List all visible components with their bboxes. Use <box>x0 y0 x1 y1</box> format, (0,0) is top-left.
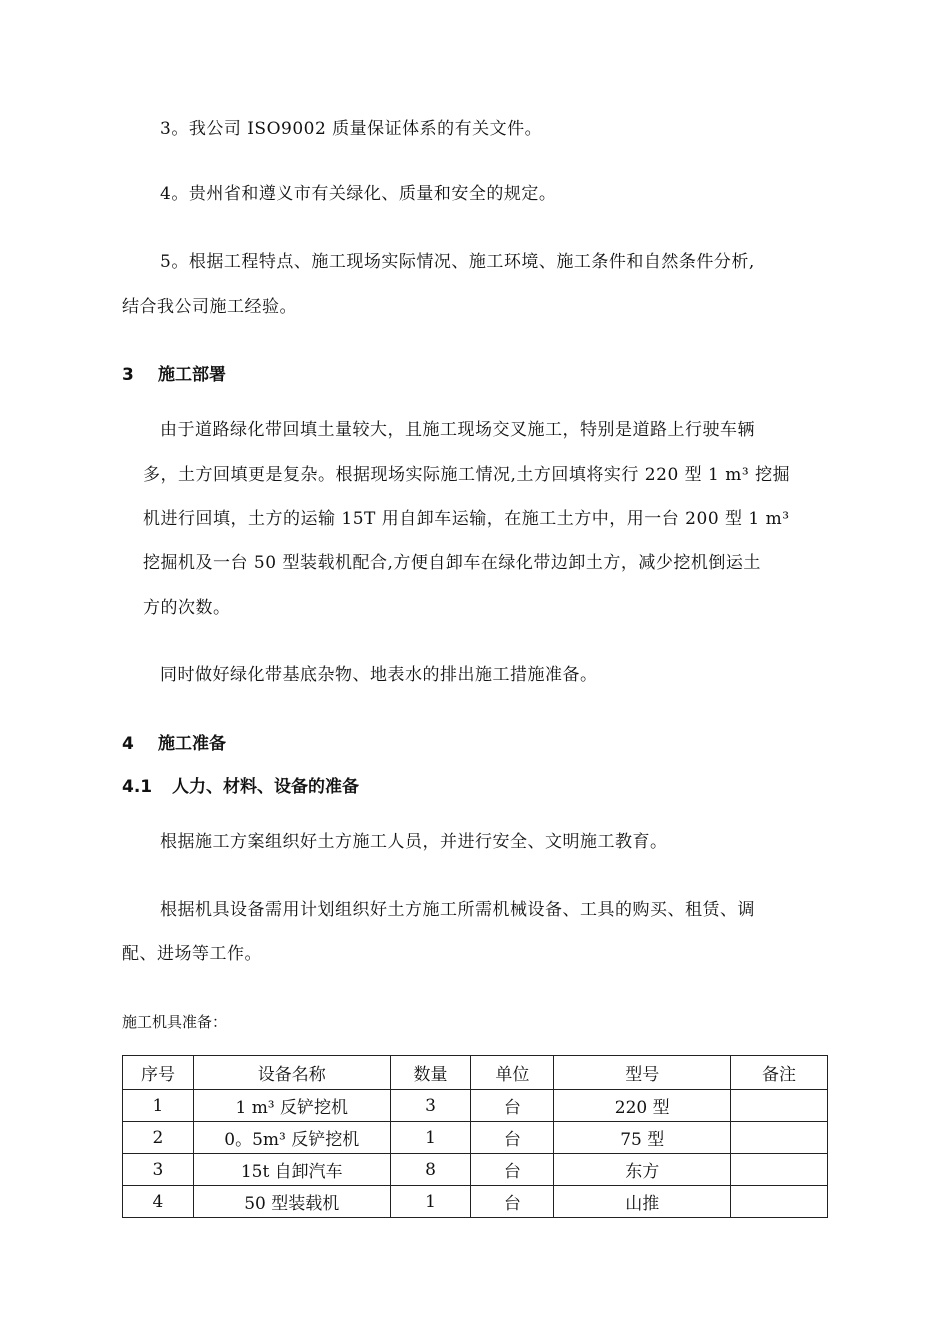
cell-unit: 台 <box>471 1122 554 1154</box>
header-equipment-name: 设备名称 <box>193 1056 390 1090</box>
cell-unit: 台 <box>471 1154 554 1186</box>
cell-unit: 台 <box>471 1186 554 1218</box>
section-3-body-line5: 方的次数。 <box>143 598 231 618</box>
cell-equipment-name: 0。5m³ 反铲挖机 <box>193 1122 390 1154</box>
header-quantity: 数量 <box>390 1056 471 1090</box>
cell-quantity: 8 <box>390 1154 471 1186</box>
cell-equipment-name: 1 m³ 反铲挖机 <box>193 1090 390 1122</box>
cell-model: 220 型 <box>554 1090 731 1122</box>
cell-index: 4 <box>123 1186 194 1218</box>
section-3-body-line2: 多，土方回填更是复杂。根据现场实际施工情况,土方回填将实行 220 型 1 m³ 挖掘 <box>143 465 791 485</box>
section-3-body-line3: 机进行回填，土方的运输 15T 用自卸车运输，在施工土方中，用一台 200 型 1 m³ <box>143 509 790 529</box>
header-index: 序号 <box>123 1056 194 1090</box>
table-row <box>123 1186 828 1218</box>
table-caption: 施工机具准备： <box>122 1013 228 1031</box>
table-row <box>123 1090 828 1122</box>
cell-quantity: 1 <box>390 1122 471 1154</box>
cell-equipment-name: 15t 自卸汽车 <box>193 1154 390 1186</box>
cell-remarks <box>731 1090 828 1122</box>
section-4-para-1: 根据施工方案组织好土方施工人员，并进行安全、文明施工教育。 <box>160 832 668 852</box>
cell-remarks <box>731 1186 828 1218</box>
table-header-row <box>123 1056 828 1090</box>
cell-model: 山推 <box>554 1186 731 1218</box>
cell-unit: 台 <box>471 1090 554 1122</box>
equipment-table <box>122 1055 828 1218</box>
cell-model: 东方 <box>554 1154 731 1186</box>
section-4-number: 4 <box>122 734 134 754</box>
header-unit: 单位 <box>471 1056 554 1090</box>
cell-remarks <box>731 1154 828 1186</box>
paragraph-item-5-line2: 结合我公司施工经验。 <box>122 297 297 317</box>
header-model: 型号 <box>554 1056 731 1090</box>
table-row <box>123 1154 828 1186</box>
section-4-heading <box>122 733 226 755</box>
cell-quantity: 3 <box>390 1090 471 1122</box>
cell-index: 1 <box>123 1090 194 1122</box>
section-3-body-line1: 由于道路绿化带回填土量较大，且施工现场交叉施工，特别是道路上行驶车辆 <box>160 420 755 440</box>
cell-quantity: 1 <box>390 1186 471 1218</box>
cell-index: 3 <box>123 1154 194 1186</box>
cell-index: 2 <box>123 1122 194 1154</box>
table-row <box>123 1122 828 1154</box>
section-4-1-title: 人力、材料、设备的准备 <box>172 777 359 797</box>
section-4-title: 施工准备 <box>158 734 226 754</box>
cell-equipment-name: 50 型装载机 <box>193 1186 390 1218</box>
section-3-heading <box>122 364 226 386</box>
cell-model: 75 型 <box>554 1122 731 1154</box>
section-4-1-heading <box>122 776 359 798</box>
cell-remarks <box>731 1122 828 1154</box>
section-3-number: 3 <box>122 365 134 385</box>
header-remarks: 备注 <box>731 1056 828 1090</box>
section-4-para-2-line1: 根据机具设备需用计划组织好土方施工所需机械设备、工具的购买、租赁、调 <box>160 900 755 920</box>
section-3-body-line4: 挖掘机及一台 50 型装载机配合,方便自卸车在绿化带边卸土方，减少挖机倒运土 <box>143 553 761 573</box>
section-3-title: 施工部署 <box>158 365 226 385</box>
paragraph-item-3: 3。我公司 ISO9002 质量保证体系的有关文件。 <box>160 119 543 139</box>
paragraph-item-5-line1: 5。根据工程特点、施工现场实际情况、施工环境、施工条件和自然条件分析, <box>160 252 755 272</box>
section-4-para-2-line2: 配、进场等工作。 <box>122 944 262 964</box>
section-4-1-number: 4.1 <box>122 777 153 797</box>
paragraph-item-4: 4。贵州省和遵义市有关绿化、质量和安全的规定。 <box>160 184 557 204</box>
section-3-body-2: 同时做好绿化带基底杂物、地表水的排出施工措施准备。 <box>160 665 598 685</box>
